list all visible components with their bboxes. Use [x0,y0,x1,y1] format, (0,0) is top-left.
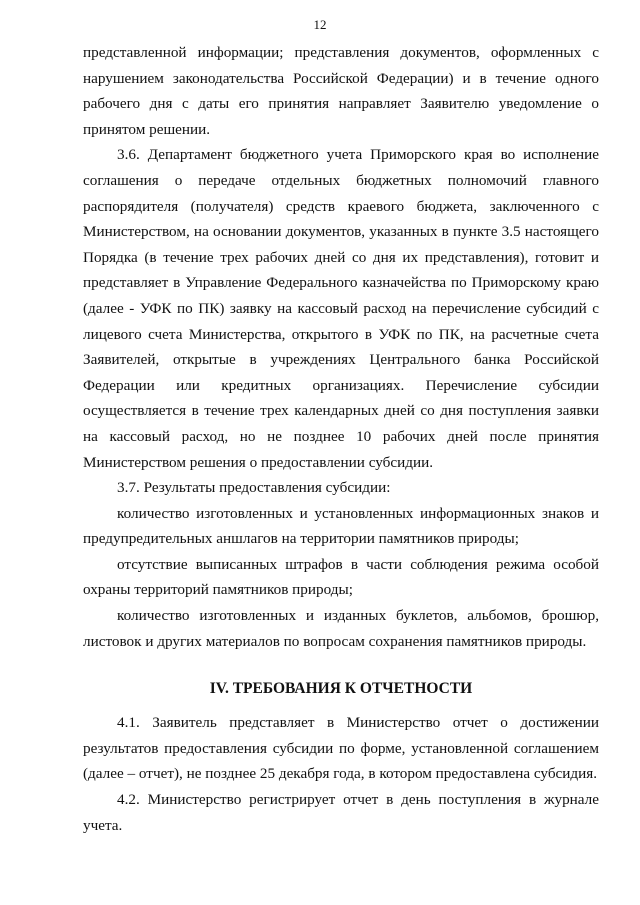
document-body [83,40,599,838]
result-item-booklets: количество изготовленных и изданных буклетов, альбомов, брошюр, листовок и других материалов по вопросам сохранения памятников природы. [83,607,599,650]
result-item-signs: количество изготовленных и установленных информационных знаков и предупредительных аншлагов на территории памятников природы; [83,504,599,548]
result-item-fines: отсутствие выписанных штрафов в части соблюдения режима особой охраны территорий памятников природы; [83,555,599,599]
paragraph-continuation: представленной информации; представления документов, оформленных с нарушением законодательства Российской Федерации) и в течение одного рабочего дня с даты его принятия направляет Заявителю уведомление о принятом решении. [83,44,599,138]
paragraph-3-7: 3.7. Результаты предоставления субсидии: [117,479,391,497]
paragraph-4-1: 4.1. Заявитель представляет в Министерство отчет о достижении результатов предоставления субсидии по форме, установленной соглашением (далее – отчет), не позднее 25 декабря года, в котором предоставлена субсидия. [83,714,599,783]
page-number: 12 [313,17,327,32]
paragraph-4-2: 4.2. Министерство регистрирует отчет в день поступления в журнале учета. [83,791,599,834]
section-title: IV. ТРЕБОВАНИЯ К ОТЧЕТНОСТИ [209,680,473,698]
paragraph-3-6: 3.6. Департамент бюджетного учета Приморского края во исполнение соглашения о передаче отдельных бюджетных полномочий главного распорядителя (получателя) средств краевого бюджета, заключенного с Министерством, на основании документов, указанных в пункте 3.5 настоящего Порядка (в течение трех рабочих дней со дня их представления), готовит и представляет в Управление Федерального казначейства по Приморскому краю (далее - УФК по ПК) заявку на кассовый расход на перечисление субсидий с лицевого счета Министерства, открытого в УФК по ПК, на расчетные счета Заявителей, открытые в учреждениях Центрального банка Российской Федерации или кредитных организациях. Перечисление субсидии осуществляется в течение трех календарных дней со дня поступления заявки на кассовый расход, но не позднее 10 рабочих дней после принятия Министерством решения о предоставлении субсидии. [83,146,599,471]
